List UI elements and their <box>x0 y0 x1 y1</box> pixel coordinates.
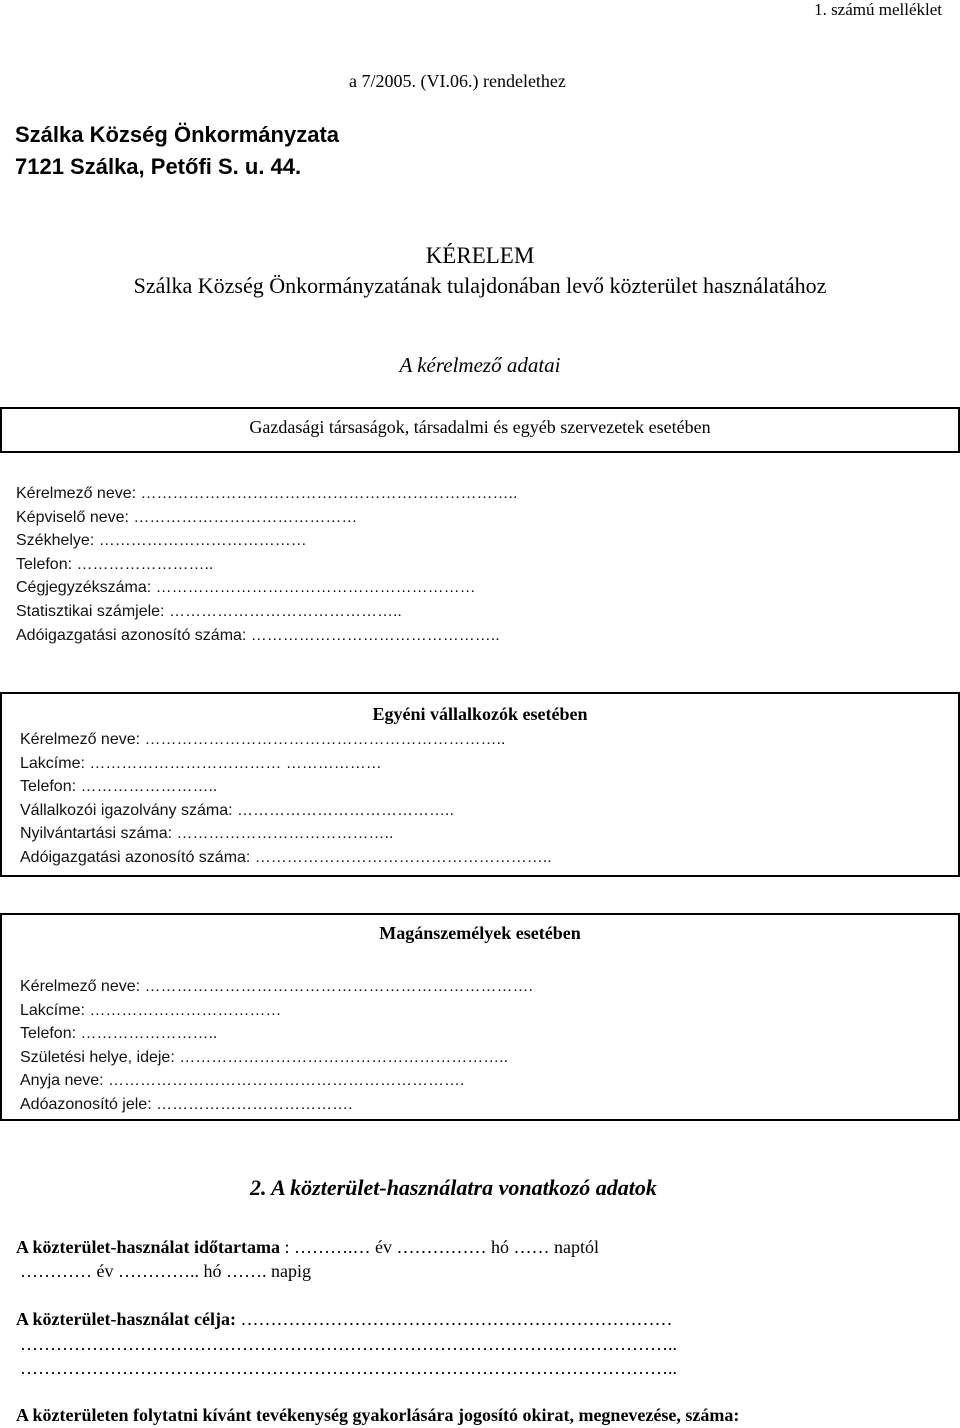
field-applicant-name[interactable]: Kérelmező neve: ………………………………………………………………. <box>20 978 533 995</box>
field-tax-identifier[interactable]: Adóazonosító jele: ………………………………. <box>20 1095 353 1113</box>
field-company-registration[interactable]: Cégjegyzékszáma: …………………………………………………… <box>16 579 476 597</box>
purpose-label: A közterület-használat célja: <box>16 1309 236 1329</box>
duration-to-field[interactable]: ………… év ………….. hó ……. napig <box>20 1261 311 1281</box>
purpose-field-2[interactable]: ……………………………………………………………………………………………….. <box>20 1334 677 1354</box>
companies-heading: Gazdasági társaságok, társadalmi és egyéb szervezetek esetében <box>249 417 711 437</box>
entrepreneurs-fields <box>20 728 552 870</box>
entrepreneurs-heading: Egyéni vállalkozók esetében <box>372 704 588 724</box>
companies-fields <box>16 482 517 647</box>
field-mother-name[interactable]: Anyja neve: …………………………………………………………. <box>20 1072 465 1090</box>
form-subtitle: Szálka Község Önkormányzatának tulajdonában levő közterület használatához <box>133 273 827 298</box>
field-address[interactable]: Lakcíme: ……………………………… ……………… <box>20 754 382 772</box>
field-birth-place-date[interactable]: Születési helye, ideje: …………………………………………………….. <box>20 1048 509 1066</box>
field-tax-id[interactable]: Adóigazgatási azonosító száma: ……………………………………………….. <box>20 848 552 866</box>
duration-label: A közterület-használat időtartama <box>16 1237 280 1257</box>
field-registry-number[interactable]: Nyilvántartási száma: ………………………………….. <box>20 825 394 843</box>
field-phone[interactable]: Telefon: …………………….. <box>20 778 218 796</box>
applicant-heading: A kérelmező adatai <box>399 353 561 377</box>
private-persons-fields <box>20 975 533 1117</box>
duration-from-field[interactable]: : ……….… év …………… hó …… naptól <box>279 1237 599 1257</box>
purpose-field-3[interactable]: ……………………………………………………………………………………………….. <box>20 1358 677 1378</box>
permit-label: A közterületen folytatni kívánt tevékenység gyakorlására jogosító okirat, megnevezése, száma: <box>16 1405 740 1425</box>
organization-address: 7121 Szálka, Petőfi S. u. 44. <box>15 154 302 179</box>
purpose-field-1[interactable]: ……………………………………………………………… <box>235 1309 673 1329</box>
field-phone[interactable]: Telefon: …………………….. <box>16 555 214 573</box>
field-statistical-number[interactable]: Statisztikai számjele: …………………………………….. <box>16 602 402 620</box>
field-address[interactable]: Lakcíme: ……………………………… <box>20 1001 282 1019</box>
field-tax-id[interactable]: Adóigazgatási azonosító száma: ……………………………………….. <box>16 626 500 644</box>
decree-reference: a 7/2005. (VI.06.) rendelethez <box>349 71 566 91</box>
entrepreneurs-box <box>0 692 960 877</box>
form-title: KÉRELEM <box>425 243 535 268</box>
duration-line-1 <box>16 1237 599 1258</box>
private-persons-heading: Magánszemélyek esetében <box>379 923 581 943</box>
field-applicant-name[interactable]: Kérelmező neve: ………………………………………………………….. <box>20 731 506 748</box>
field-representative-name[interactable]: Képviselő neve: …………………………………… <box>16 508 358 526</box>
annex-number: 1. számú melléklet <box>814 0 942 19</box>
purpose-line-1 <box>16 1309 672 1330</box>
field-phone[interactable]: Telefon: …………………….. <box>20 1025 218 1043</box>
field-registered-office[interactable]: Székhelye: ………………………………… <box>16 532 307 550</box>
companies-heading-box <box>0 407 960 453</box>
private-persons-box <box>0 913 960 1121</box>
organization-name: Szálka Község Önkormányzata <box>15 122 340 147</box>
section-2-heading: 2. A közterület-használatra vonatkozó adatok <box>250 1175 657 1200</box>
field-applicant-name[interactable]: Kérelmező neve: …………………………………………………………….. <box>16 485 518 502</box>
field-entrepreneur-license[interactable]: Vállalkozói igazolvány száma: ………………………………….. <box>20 801 454 819</box>
